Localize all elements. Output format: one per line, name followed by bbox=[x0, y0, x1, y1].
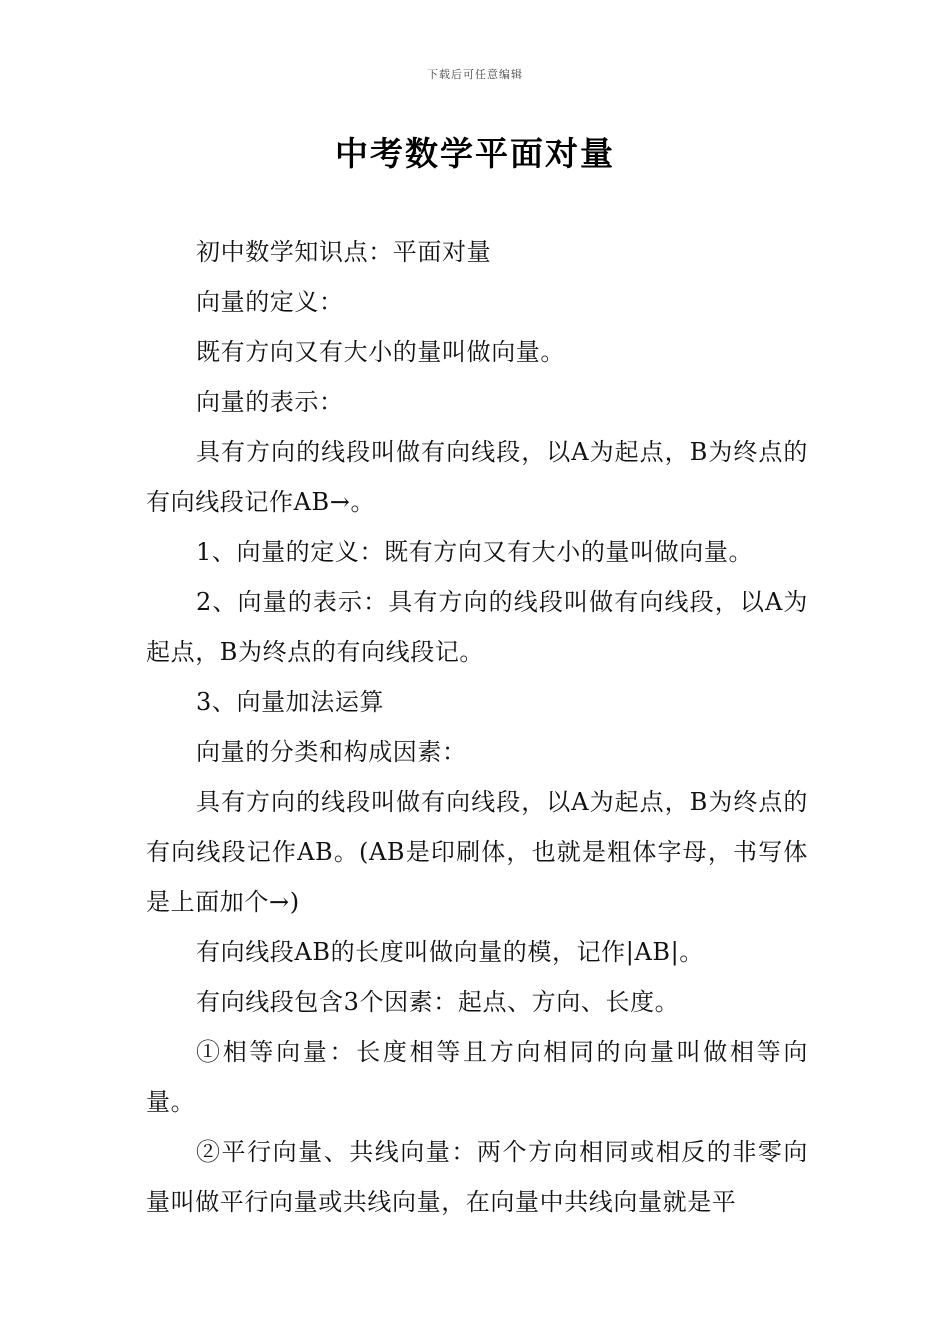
paragraph: ②平行向量、共线向量：两个方向相同或相反的非零向量叫做平行向量或共线向量，在向量中共线向量就是平 bbox=[146, 1138, 808, 1216]
paragraph: 2、向量的表示：具有方向的线段叫做有向线段，以A为起点，B为终点的有向线段记。 bbox=[146, 588, 808, 666]
paragraph: 既有方向又有大小的量叫做向量。 bbox=[196, 338, 565, 366]
paragraph: 3、向量加法运算 bbox=[196, 688, 385, 716]
paragraph: ①相等向量：长度相等且方向相同的向量叫做相等向量。 bbox=[146, 1038, 808, 1116]
document-title: 中考数学平面对量 bbox=[335, 134, 615, 173]
paragraph: 有向线段AB的长度叫做向量的模，记作|AB|。 bbox=[196, 938, 704, 966]
header-note: 下载后可任意编辑 bbox=[427, 68, 523, 81]
paragraph: 向量的分类和构成因素： bbox=[196, 738, 467, 766]
paragraph: 具有方向的线段叫做有向线段，以A为起点，B为终点的有向线段记作AB。(AB是印刷体，也就是粗体字母，书写体是上面加个→) bbox=[146, 788, 808, 916]
paragraph: 向量的定义： bbox=[196, 288, 344, 316]
paragraph: 1、向量的定义：既有方向又有大小的量叫做向量。 bbox=[196, 538, 754, 566]
paragraph: 初中数学知识点：平面对量 bbox=[196, 238, 492, 266]
paragraph: 向量的表示： bbox=[196, 388, 344, 416]
paragraph: 具有方向的线段叫做有向线段，以A为起点，B为终点的有向线段记作AB→。 bbox=[146, 438, 808, 516]
paragraph: 有向线段包含3个因素：起点、方向、长度。 bbox=[196, 988, 680, 1016]
document-body bbox=[146, 227, 808, 1227]
